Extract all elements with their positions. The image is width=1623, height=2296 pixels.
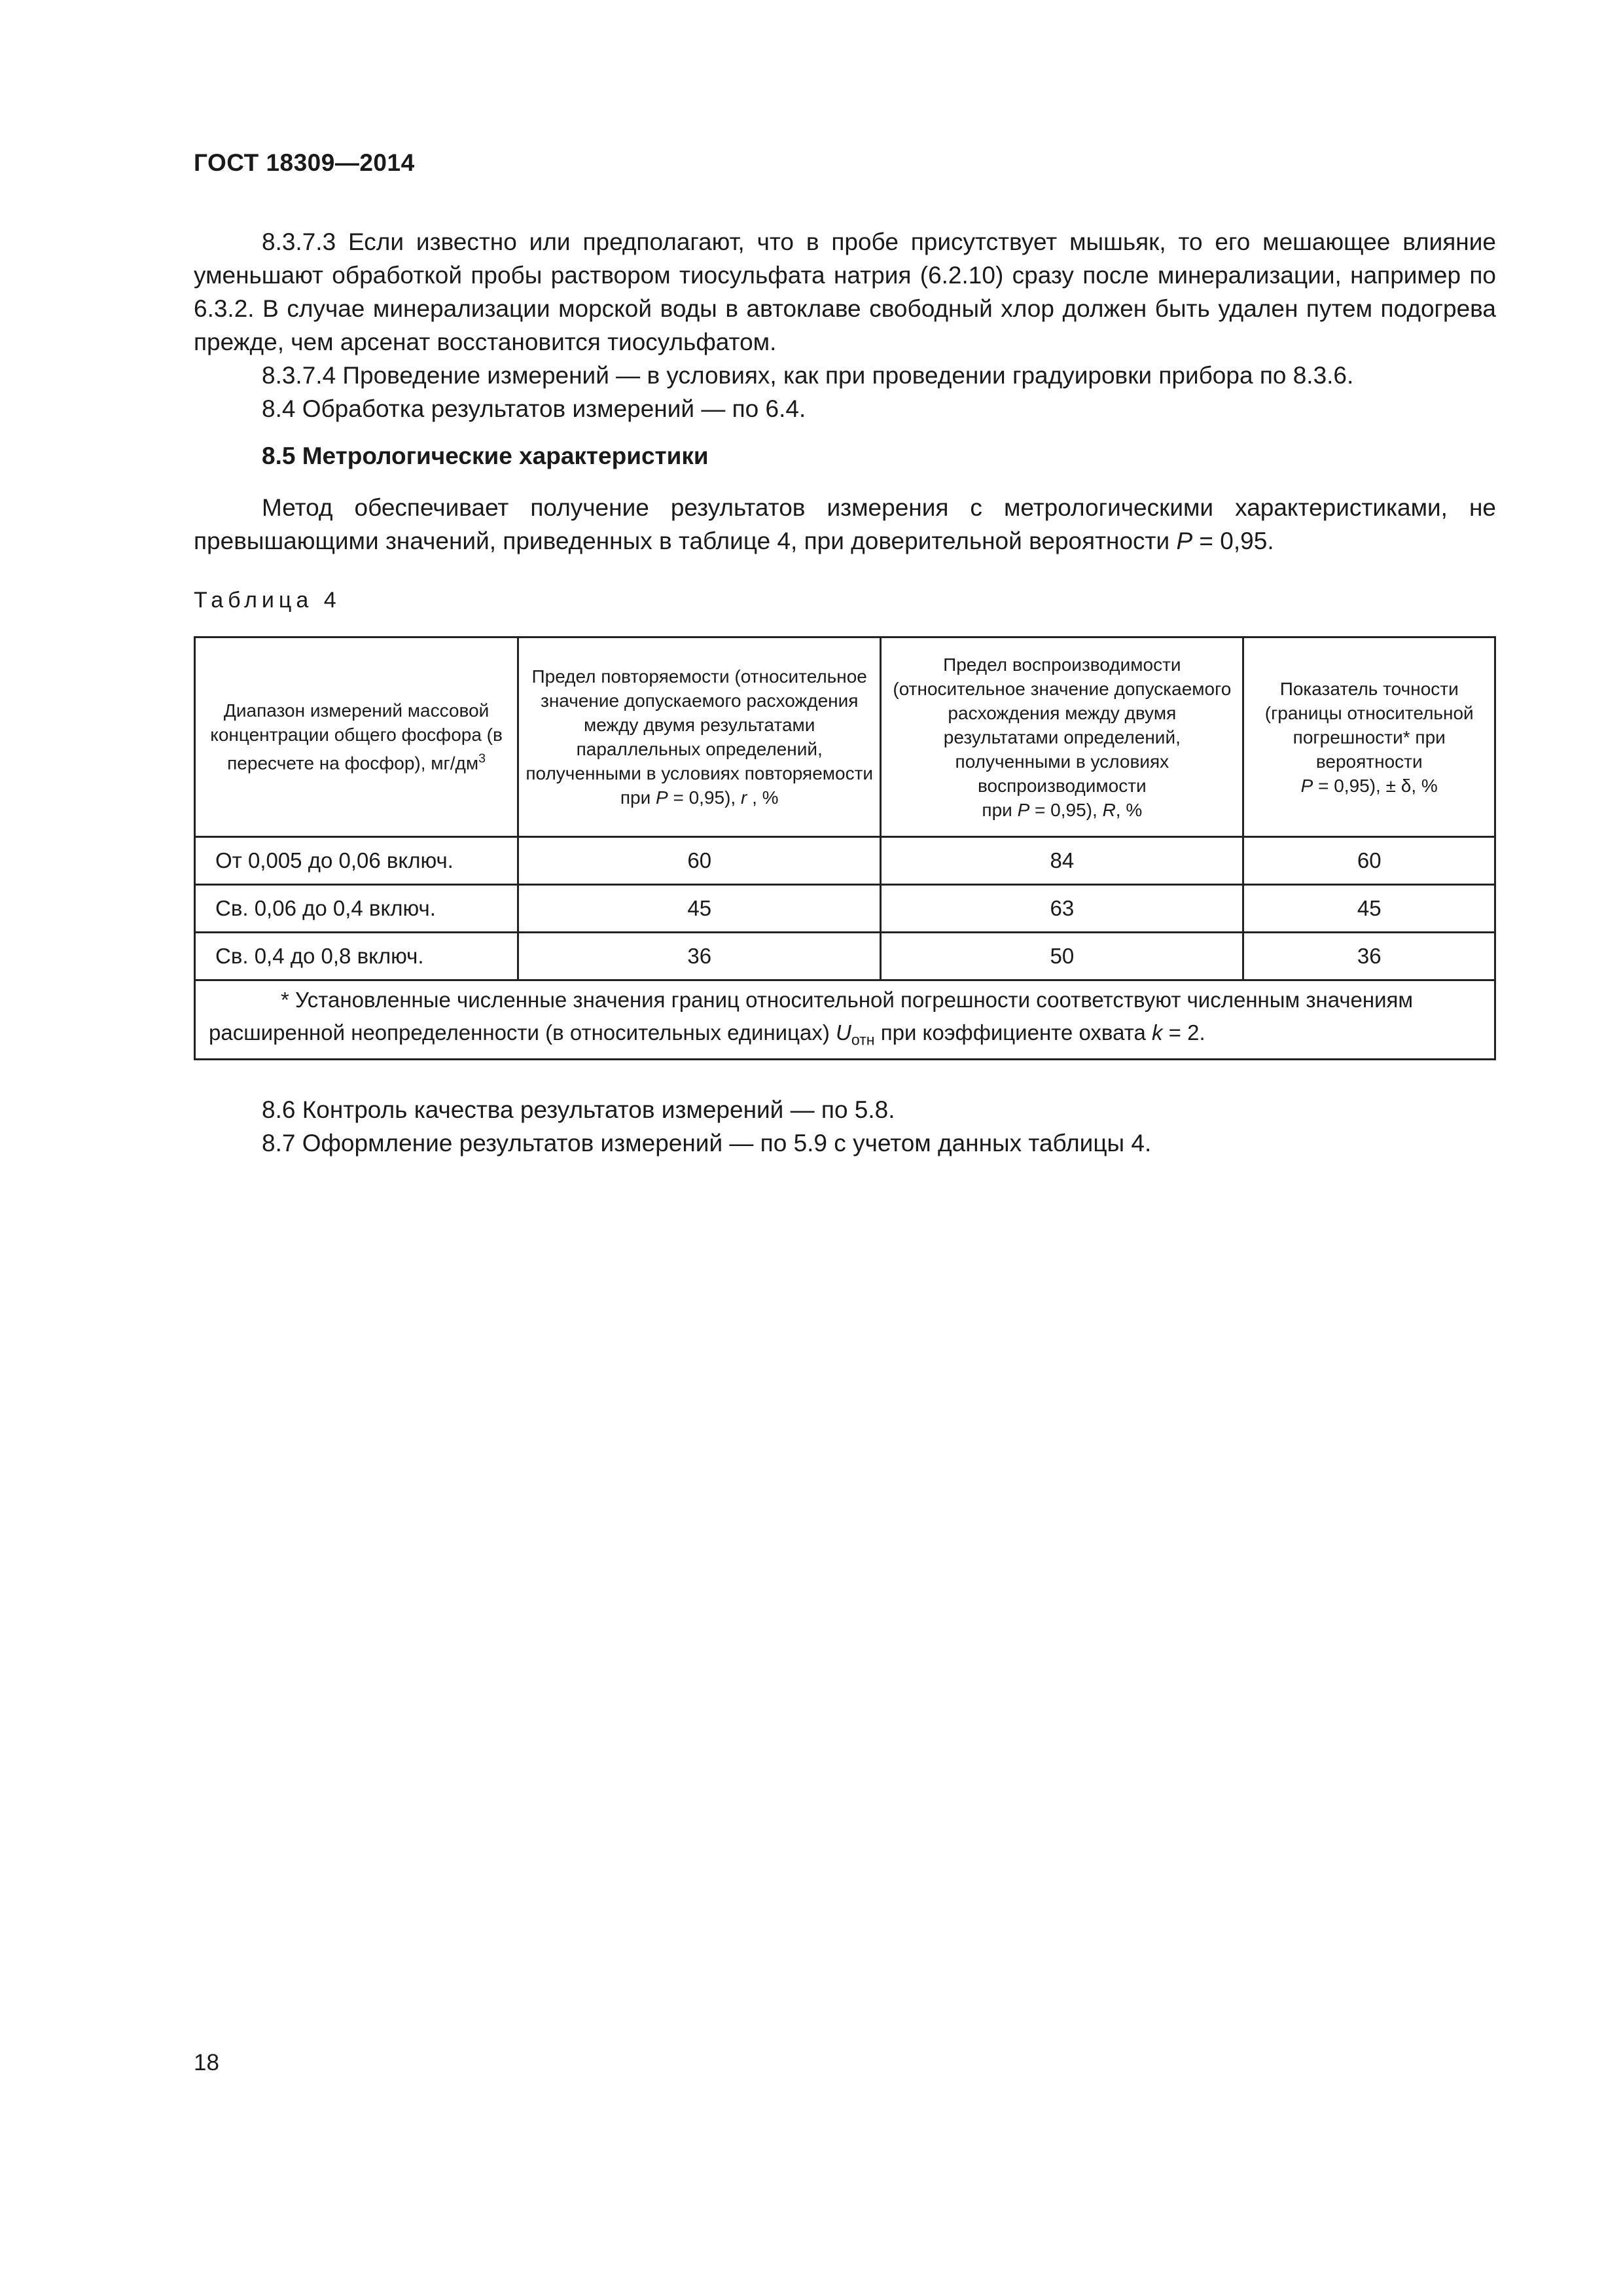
- top-paragraphs: [194, 225, 1496, 425]
- table-row: [195, 837, 1495, 885]
- footnote-part1: * Установленные численные значения границ относительной погрешности соответствуют численным значениям расширенной неопределенности (в относительных единицах): [209, 987, 1414, 1045]
- paragraph-8-3-7-4: 8.3.7.4 Проведение измерений — в условиях, как при проведении градуировки прибора по 8.3.6.: [262, 362, 1354, 389]
- table-cell: Св. 0,4 до 0,8 включ.: [195, 933, 518, 980]
- table-header-row: [195, 637, 1495, 837]
- document-code: ГОСТ 18309—2014: [194, 149, 415, 176]
- footnote-part2: при коэффициенте охвата: [874, 1020, 1152, 1045]
- header-accuracy-text: Показатель точности (границы относительной погрешности* при вероятности: [1264, 678, 1474, 772]
- header-reproducibility-r: R: [1102, 799, 1116, 820]
- header-range-text: Диапазон измерений массовой концентрации общего фосфора (в пересчете на фосфор), мг/дм: [210, 700, 503, 774]
- section-paragraph: [194, 491, 1496, 558]
- table-cell: 45: [1243, 885, 1495, 933]
- table-cell: 36: [518, 933, 881, 980]
- table-cell: 63: [881, 885, 1243, 933]
- header-repeatability-pre: при: [620, 787, 656, 808]
- paragraph-8-3-7-3: 8.3.7.3 Если известно или предполагают, что в пробе присутствует мышьяк, то его мешающее влияние уменьшают обработкой пробы раствором тиосульфата натрия (6.2.10) сразу после минерализации, например по 6.3.2. В случае минерализации морской воды в автоклаве свободный хлор должен быть удален путем подогрева прежде, чем арсенат восстановится тиосульфатом.: [194, 228, 1496, 355]
- table-cell: 60: [518, 837, 881, 885]
- header-range-sup: 3: [478, 751, 486, 766]
- table-caption: Таблица 4: [194, 588, 341, 613]
- footnote-u-subscript: отн: [851, 1031, 875, 1049]
- table-cell: Св. 0,06 до 0,4 включ.: [195, 885, 518, 933]
- header-repeatability: [518, 637, 881, 837]
- table-row: [195, 933, 1495, 980]
- table-row: [195, 885, 1495, 933]
- header-repeatability-text: Предел повторяемости (относительное значение допускаемого расхождения между двумя результатами параллельных определений, полученными в условиях повторяемости: [526, 666, 874, 783]
- header-repeatability-mid: = 0,95),: [668, 787, 741, 808]
- paragraph-8-6: 8.6 Контроль качества результатов измерений — по 5.8.: [262, 1096, 895, 1123]
- table-cell: 84: [881, 837, 1243, 885]
- table-footnote-row: [195, 980, 1495, 1060]
- header-accuracy: [1243, 637, 1495, 837]
- table-4: [194, 636, 1496, 1060]
- header-reproducibility-post: , %: [1115, 799, 1143, 820]
- table-footnote: [195, 980, 1495, 1060]
- header-reproducibility-mid: = 0,95),: [1029, 799, 1103, 820]
- header-accuracy-mid: = 0,95), ± δ, %: [1313, 775, 1438, 796]
- header-repeatability-r: r: [740, 787, 747, 808]
- header-reproducibility-text: Предел воспроизводимости (относительное значение допускаемого расхождения между двумя результатами определений, полученными в условиях воспроизводимости: [893, 654, 1232, 796]
- header-reproducibility: [881, 637, 1243, 837]
- header-reproducibility-pre: при: [982, 799, 1018, 820]
- header-reproducibility-p: P: [1017, 799, 1030, 820]
- header-accuracy-p: P: [1300, 775, 1313, 796]
- section-heading: 8.5 Метрологические характеристики: [262, 442, 709, 469]
- table-cell: 36: [1243, 933, 1495, 980]
- paragraph-8-4: 8.4 Обработка результатов измерений — по 6.4.: [262, 395, 806, 422]
- footnote-u-symbol: U: [836, 1020, 851, 1045]
- header-range: [195, 637, 518, 837]
- header-repeatability-post: , %: [747, 787, 779, 808]
- section-text-block: [194, 491, 1496, 558]
- paragraph-8-7: 8.7 Оформление результатов измерений — по 5.9 с учетом данных таблицы 4.: [262, 1130, 1152, 1157]
- table-cell: От 0,005 до 0,06 включ.: [195, 837, 518, 885]
- header-repeatability-p: P: [656, 787, 668, 808]
- probability-symbol: P: [1176, 528, 1193, 554]
- bottom-paragraphs: [194, 1093, 1496, 1160]
- section-text-part2: = 0,95.: [1192, 528, 1274, 554]
- footnote-part3: = 2.: [1162, 1020, 1205, 1045]
- page-number: 18: [194, 2050, 219, 2075]
- table-cell: 60: [1243, 837, 1495, 885]
- table-cell: 50: [881, 933, 1243, 980]
- table-cell: 45: [518, 885, 881, 933]
- section-text-part1: Метод обеспечивает получение результатов измерения с метрологическими характеристиками, не превышающими значений, приведенных в таблице 4, при доверительной вероятности: [194, 494, 1496, 554]
- footnote-k-symbol: k: [1152, 1020, 1163, 1045]
